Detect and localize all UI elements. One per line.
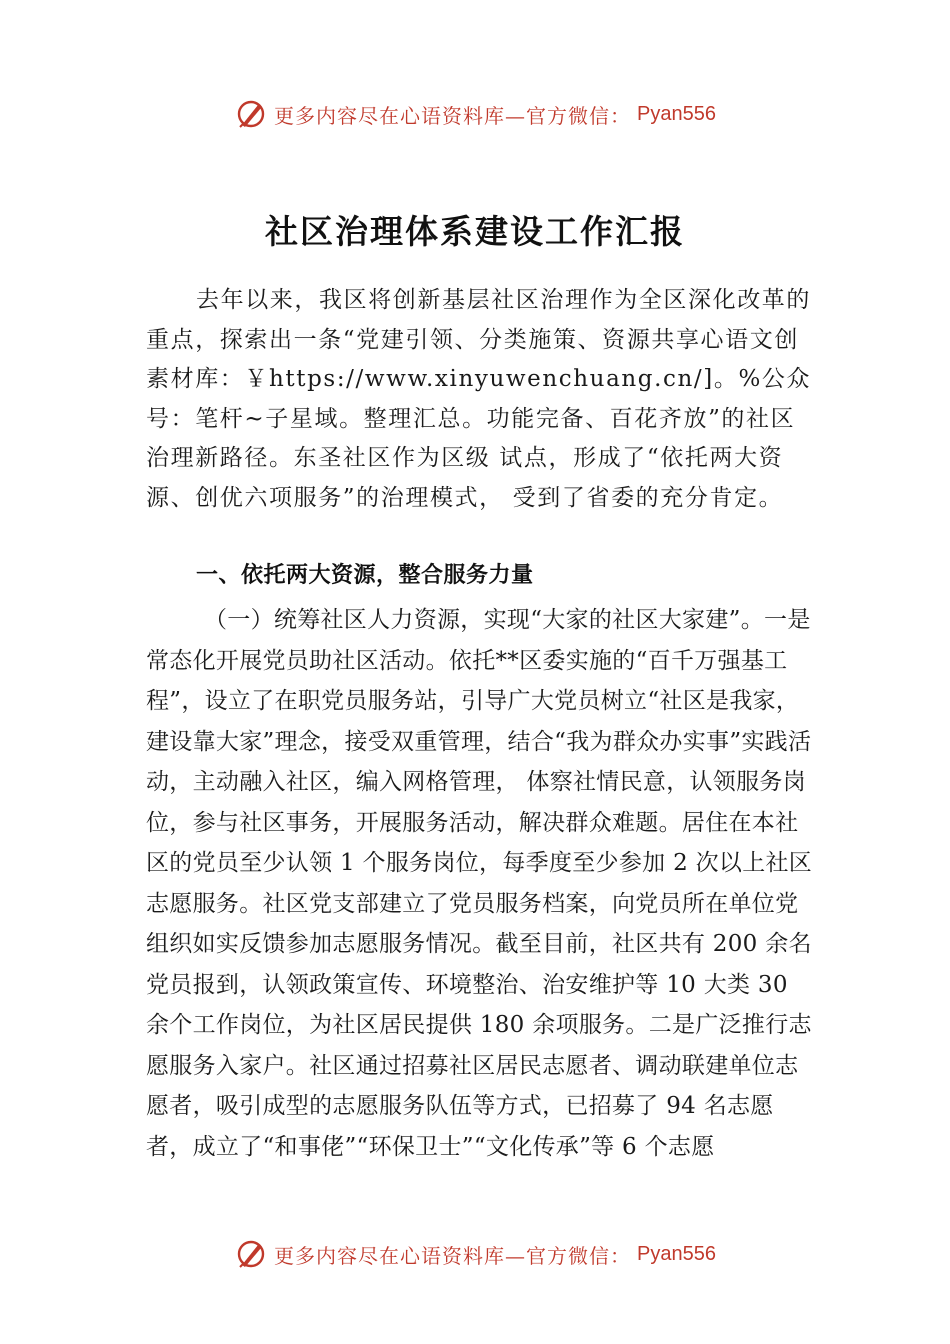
wechat-id: Pyan556 — [637, 1242, 716, 1265]
subsection-heading: （一）统筹社区人力资源，实现“大家的社区大家建”。 — [204, 607, 765, 633]
section-heading: 一、依托两大资源，整合服务力量 — [196, 563, 534, 588]
header-watermark-banner — [0, 94, 950, 134]
quill-logo-icon — [234, 97, 268, 131]
intro-paragraph: 去年以来，我区将创新基层社区治理作为全区深化改革的重点，探索出一条“党建引领、分类施策、资源共享心语文创素材库：￥https://www.xinyuwenchuang.cn/]。%公众号：笔杆~子星域。整理汇总。功能完备、百花齐放”的社区治理新路径。东圣社区作为区级 试点，形成了“依托两大资源、创优六项服务”的治理模式， 受到了省委的充分肯定。 — [146, 287, 812, 511]
wechat-id: Pyan556 — [637, 102, 716, 125]
banner-text: 更多内容尽在心语资料库—官方微信： — [274, 1243, 632, 1268]
section-body — [146, 600, 818, 1167]
quill-logo-icon — [234, 1237, 268, 1271]
subsection-body: 一是常态化开展党员助社区活动。依托**区委实施的“百千万强基工程”，设立了在职党员服务站，引导广大党员树立“社区是我家，建设靠大家”理念，接受双重管理，结合“我为群众办实事”实践活动，主动融入社区，编入网格管理， 体察社情民意，认领服务岗位，参与社区事务，开展服务活动，解决群众难题。居住在本社区的党员至少认领 1 个服务岗位，每季度至少参加 2 次以上社区志愿服务。社区党支部建立了党员服务档案，向党员所在单位党组织如实反馈参加志愿服务情况。截至目前，社区共有 200 余名党员报到，认领政策宣传、环境整治、治安维护等 10 大类 30 余个工作岗位，为社区居民提供 180 余项服务。二是广泛推行志愿服务入家户。社区通过招募社区居民志愿者、调动联建单位志愿者，吸引成型的志愿服务队伍等方式，已招募了 94 名志愿者，成立了“和事佬”“环保卫士”“文化传承”等 6 个志愿 — [146, 607, 813, 1160]
banner-text: 更多内容尽在心语资料库—官方微信： — [274, 103, 632, 128]
footer-watermark-banner — [0, 1234, 950, 1274]
document-title: 社区治理体系建设工作汇报 — [265, 212, 685, 252]
